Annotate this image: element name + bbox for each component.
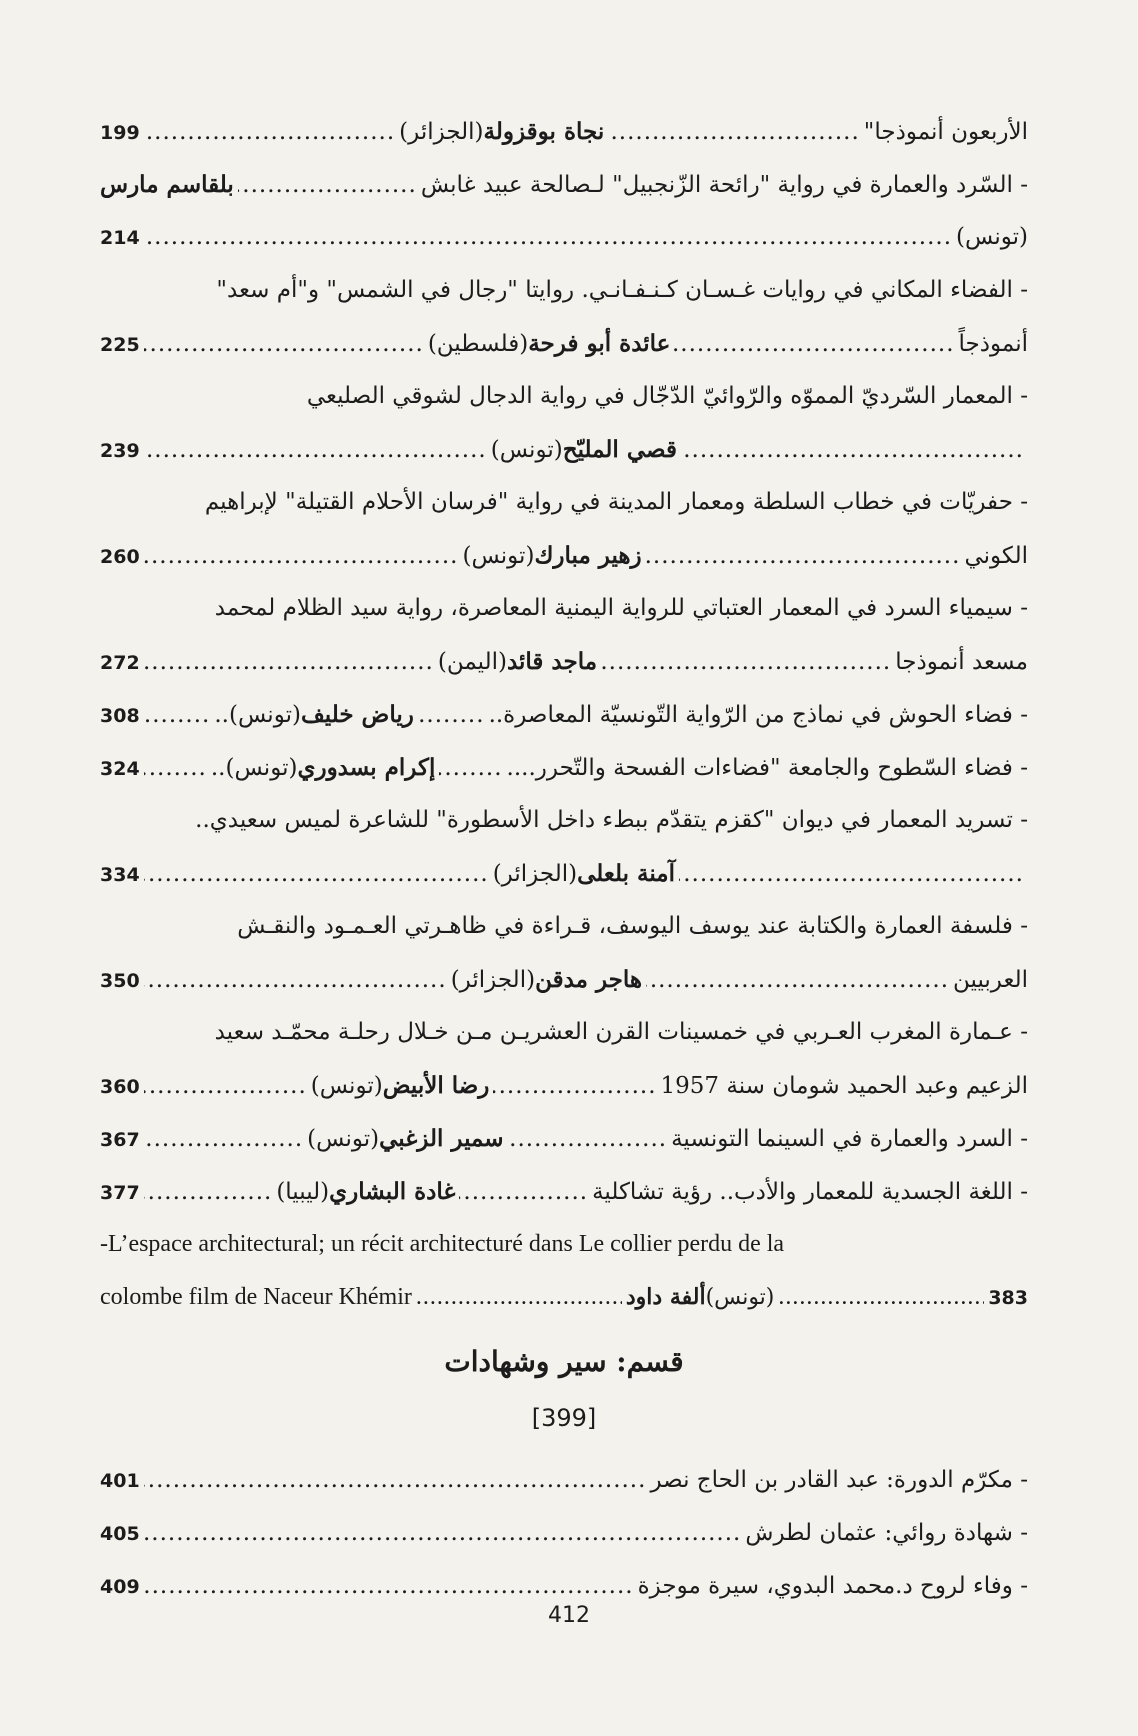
entry-title: مسعد أنموذجا [895, 649, 1028, 675]
entry-title: - وفاء لروح د.محمد البدوي، سيرة موجزة [637, 1573, 1028, 1599]
entry-author: عائدة أبو فرحة [528, 330, 671, 357]
dot-leader [681, 424, 1024, 476]
entry-title: الأربعون أنموذجا" [863, 119, 1028, 145]
page-folio: 412 [548, 1603, 590, 1628]
toc-entry [100, 582, 1028, 635]
french-entry-page: 383 [988, 1287, 1028, 1309]
entry-title: - حفريّات في خطاب السلطة ومعمار المدينة في رواية "فرسان الأحلام القتيلة" لإبراهيم [204, 489, 1028, 515]
dot-leader [459, 1166, 588, 1218]
dot-leader [144, 211, 952, 264]
entry-title: - مكرّم الدورة: عبد القادر بن الحاج نصر [650, 1467, 1028, 1493]
entry-title: - المعمار السّرديّ المموّه والرّوائيّ الدّجّال في رواية الدجال لشوقي الصليعي [306, 383, 1028, 409]
toc-entry [100, 1059, 1028, 1112]
entry-author: رضا الأبيض [382, 1072, 490, 1099]
entry-author: آمنة بلعلى [577, 860, 675, 887]
entry-title: - فضاء السّطوح والجامعة "فضاءات الفسحة والتّحرر.... [506, 755, 1028, 781]
dot-leader [144, 848, 489, 900]
dot-leader [144, 1166, 273, 1218]
entry-page-number: 199 [100, 122, 140, 144]
entry-country: (تونس).. [214, 702, 301, 728]
entry-title: العربيين [953, 967, 1028, 993]
entry-title: أنموذجاً [958, 331, 1028, 357]
entry-page-number: 360 [100, 1076, 140, 1098]
dot-leader [144, 1507, 742, 1560]
entry-title: - الفضاء المكاني في روايات غـسـان كـنـفـانـي. روايتا "رجال في الشمس" و"أم سعد" [216, 277, 1028, 303]
entry-title: - اللغة الجسدية للمعمار والأدب.. رؤية تشاكلية [592, 1179, 1028, 1205]
entry-title: - فلسفة العمارة والكتابة عند يوسف اليوسف، قـراءة في ظاهـرتي العـمـود والنقـش [237, 913, 1028, 939]
dot-leader [418, 689, 485, 741]
entry-country: (الجزائر) [450, 967, 536, 993]
french-entry-title-cont: colombe film de Naceur Khémir [100, 1284, 412, 1310]
toc-entry [100, 688, 1028, 741]
dot-leader [439, 742, 502, 794]
entry-author: نجاة بوقزولة [483, 118, 605, 145]
entry-country: (الجزائر) [399, 119, 484, 145]
dot-leader [238, 159, 417, 211]
entry-author: ماجد قائد [506, 648, 598, 675]
entry-author: إكرام بسدوري [297, 754, 436, 781]
entry-title: - السّرد والعمارة في رواية "رائحة الزّنجبيل" لـصالحة عبيد غابش [420, 172, 1028, 198]
entry-title: - عـمارة المغرب العـربي في خمسينات القرن العشريـن مـن خـلال رحلـة محمّـد سعيد [214, 1019, 1028, 1045]
dot-leader [679, 848, 1024, 900]
dot-leader [144, 636, 434, 688]
french-entry-line1 [100, 1218, 1028, 1271]
entry-country: (تونس).. [210, 755, 298, 781]
entry-page-number: 377 [100, 1182, 140, 1204]
toc-list [100, 105, 1028, 1218]
toc-entry [100, 953, 1028, 1006]
dot-leader [144, 106, 396, 158]
toc-entry [100, 741, 1028, 794]
dot-leader [608, 106, 860, 158]
entry-country: (الجزائر) [492, 861, 578, 887]
dot-leader [778, 1271, 984, 1324]
toc-entry [100, 1006, 1028, 1059]
entry-page-number: 324 [100, 758, 140, 780]
entry-country: (اليمن) [437, 649, 507, 675]
toc-entry [100, 1165, 1028, 1218]
entry-page-number: 260 [100, 546, 140, 568]
entry-page-number: 272 [100, 652, 140, 674]
dot-leader [674, 318, 954, 370]
entry-country: (تونس) [956, 224, 1028, 250]
dot-leader [144, 1454, 647, 1507]
entry-page-number: 214 [100, 227, 140, 249]
toc-entry [100, 105, 1028, 158]
french-entry-title: -L’espace architectural; un récit architecturé dans Le collier perdu de la [100, 1231, 785, 1257]
dot-leader [646, 530, 961, 582]
french-entry-author: ألفة داود [625, 1284, 706, 1310]
dot-leader [493, 1060, 656, 1112]
entry-country: (ليبيا) [276, 1179, 330, 1205]
french-entry-country: (تونس) [705, 1285, 775, 1310]
dot-leader [144, 530, 459, 582]
entry-title: - تسريد المعمار في ديوان "كقزم يتقدّم ببطء داخل الأسطورة" للشاعرة لميس سعيدي.. [195, 807, 1028, 833]
dot-leader [508, 1113, 668, 1165]
toc-entry [100, 635, 1028, 688]
entry-page-number: 367 [100, 1129, 140, 1151]
dot-leader [144, 689, 211, 741]
toc-entry [100, 211, 1028, 264]
section-list [100, 1454, 1028, 1613]
toc-entry [100, 423, 1028, 476]
dot-leader [144, 424, 487, 476]
dot-leader [144, 318, 424, 370]
toc-entry [100, 847, 1028, 900]
toc-entry [100, 794, 1028, 847]
toc-entry [100, 529, 1028, 582]
entry-title: - فضاء الحوش في نماذج من الرّواية التّونسيّة المعاصرة.. [488, 702, 1028, 728]
toc-entry [100, 900, 1028, 953]
dot-leader [144, 1113, 304, 1165]
dot-leader [416, 1271, 622, 1324]
dot-leader [144, 742, 207, 794]
section-title: قسم: سير وشهادات [444, 1345, 684, 1378]
entry-title: - سيمياء السرد في المعمار العتباتي للرواية اليمنية المعاصرة، رواية سيد الظلام لمحمد [214, 595, 1028, 621]
dot-leader [601, 636, 891, 688]
section-entry [100, 1507, 1028, 1560]
entry-page-number: 334 [100, 864, 140, 886]
entry-country: (تونس) [307, 1126, 380, 1152]
section-entry [100, 1454, 1028, 1507]
entry-page-number: 308 [100, 705, 140, 727]
toc-entry [100, 370, 1028, 423]
entry-author: رياض خليف [300, 701, 414, 728]
entry-page-number: 405 [100, 1523, 140, 1545]
entry-author: بلقاسم مارس [100, 171, 234, 198]
entry-author: هاجر مدقن [535, 966, 643, 993]
dot-leader [144, 954, 447, 1006]
french-entry-line2 [100, 1271, 1028, 1324]
toc-entry [100, 264, 1028, 317]
entry-country: (تونس) [310, 1073, 383, 1099]
entry-page-number: 409 [100, 1576, 140, 1598]
toc-entry [100, 476, 1028, 529]
entry-title: الزعيم وعبد الحميد شومان سنة 1957 [660, 1073, 1028, 1099]
entry-country: (تونس) [490, 437, 563, 463]
toc-entry [100, 158, 1028, 211]
entry-page-number: 239 [100, 440, 140, 462]
entry-country: (تونس) [462, 543, 535, 569]
entry-author: قصي المليّح [562, 436, 677, 463]
entry-country: (فلسطين) [427, 331, 529, 357]
entry-page-number: 225 [100, 334, 140, 356]
entry-title: الكوني [964, 543, 1028, 569]
entry-author: سمير الزغبي [379, 1125, 504, 1152]
entry-page-number: 401 [100, 1470, 140, 1492]
dot-leader [144, 1060, 307, 1112]
entry-page-number: 350 [100, 970, 140, 992]
entry-author: غادة البشاري [329, 1178, 456, 1205]
section-page-number: [399] [531, 1404, 597, 1432]
toc-entry [100, 1112, 1028, 1165]
entry-author: زهير مبارك [534, 542, 642, 569]
toc-entry [100, 317, 1028, 370]
entry-title: - شهادة روائي: عثمان لطرش [745, 1520, 1028, 1546]
dot-leader [646, 954, 949, 1006]
entry-title: - السرد والعمارة في السينما التونسية [671, 1126, 1028, 1152]
